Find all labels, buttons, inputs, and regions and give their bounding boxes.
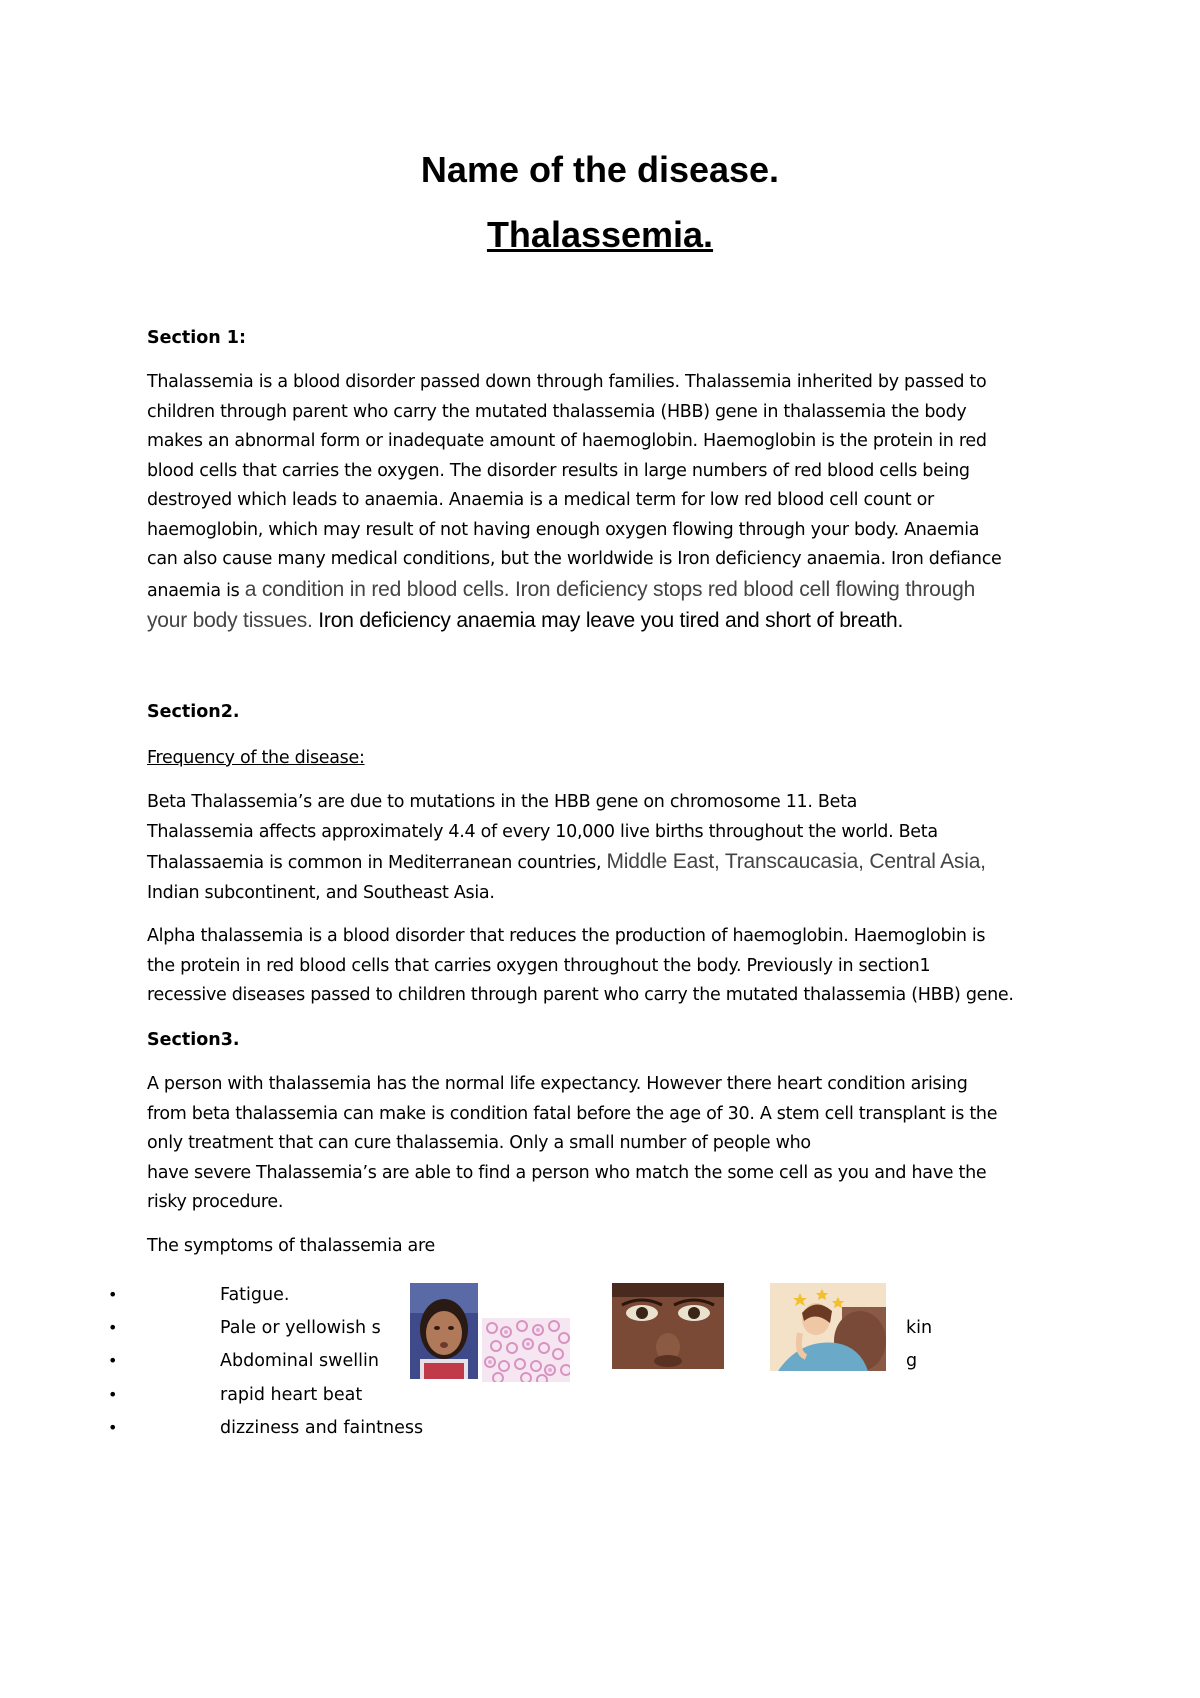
section2-line: Thalassemia affects approximately 4.4 of every 10,000 live births throughout the world. Beta [147, 821, 938, 842]
section1-line: can also cause many medical conditions, but the worldwide is Iron deficiency anaemia. Iron defiance [147, 549, 1002, 569]
blood-smear-photo [482, 1318, 570, 1382]
section2-line [147, 847, 1077, 879]
section1-line8-start: anaemia is [147, 580, 245, 601]
dizziness-illustration [770, 1283, 886, 1371]
section3-line: from beta thalassemia can make is condition fatal before the age of 30. A stem cell transplant is the [147, 1103, 998, 1124]
symptom-label: Pale or yellowish s [220, 1318, 381, 1338]
child-face-photo [410, 1283, 478, 1379]
section1-line [147, 575, 1077, 607]
section1-line: Thalassemia is a blood disorder passed down through families. Thalassemia inherited by passed to [147, 372, 987, 392]
disease-name: Thalassemia. [486, 214, 714, 255]
section2-paragraph2 [147, 922, 1077, 1011]
section2-line: recessive diseases passed to children through parent who carry the mutated thalassemia (HBB) gene. [147, 985, 1014, 1005]
pale-eyes-photo [612, 1283, 724, 1369]
section1-line: children through parent who carry the mutated thalassemia (HBB) gene in thalassemia the body [147, 401, 967, 422]
section2-line3-end: Middle East, Transcaucasia, Central Asia, [606, 850, 986, 873]
symptom-label: Abdominal swellin [220, 1351, 379, 1371]
section2-paragraph1 [147, 788, 1077, 908]
section3-heading: Section3. [147, 1030, 240, 1050]
section1-heading: Section 1: [147, 328, 246, 348]
section3-line: A person with thalassemia has the normal life expectancy. However there heart condition arising [147, 1074, 968, 1094]
symptom-label: rapid heart beat [220, 1385, 363, 1405]
section2-line3-start: Thalassaemia is common in Mediterranean countries, [147, 853, 607, 873]
symptom-label-tail: g [906, 1351, 918, 1371]
symptoms-intro: The symptoms of thalassemia are [147, 1236, 435, 1256]
section3-line: have severe Thalassemia’s are able to find a person who match the some cell as you and have the [147, 1162, 987, 1183]
section3-line: only treatment that can cure thalassemia. Only a small number of people who [147, 1133, 811, 1153]
section2-line: Indian subcontinent, and Southeast Asia. [147, 882, 495, 903]
section1-line: destroyed which leads to anaemia. Anaemia is a medical term for low red blood cell count or [147, 490, 934, 510]
bullet-icon: • [108, 1318, 118, 1337]
bullet-icon: • [108, 1385, 118, 1404]
section2-line: Alpha thalassemia is a blood disorder that reduces the production of haemoglobin. Haemoglobin is [147, 926, 986, 946]
symptom-label: Fatigue. [220, 1285, 290, 1305]
symptom-label: dizziness and faintness [220, 1418, 424, 1438]
section2-line: Beta Thalassemia’s are due to mutations in the HBB gene on chromosome 11. Beta [147, 792, 858, 812]
section1-line: haemoglobin, which may result of not having enough oxygen flowing through your body. Anaemia [147, 519, 980, 540]
section1-paragraph [147, 368, 1077, 638]
section1-line [147, 606, 1077, 638]
section3-paragraph [147, 1070, 1077, 1218]
section1-line9-start: your body tissues. [147, 609, 319, 632]
section2-heading: Section2. [147, 702, 240, 722]
bullet-icon: • [108, 1418, 118, 1437]
bullet-icon: • [108, 1351, 118, 1370]
section2-line: the protein in red blood cells that carries oxygen throughout the body. Previously in section1 [147, 955, 931, 976]
symptom-label-tail: kin [906, 1318, 933, 1338]
section1-line: blood cells that carries the oxygen. The disorder results in large numbers of red blood cells being [147, 460, 970, 481]
section3-line: risky procedure. [147, 1192, 284, 1212]
section1-line8-end: a condition in red blood cells. Iron deficiency stops red blood cell flowing through [244, 577, 976, 601]
section1-line9-end: Iron deficiency anaemia may leave you tired and short of breath. [318, 609, 904, 632]
section1-line: makes an abnormal form or inadequate amount of haemoglobin. Haemoglobin is the protein in red [147, 431, 987, 451]
document-title: Name of the disease. [420, 149, 780, 190]
bullet-icon: • [108, 1285, 118, 1304]
section2-subheading: Frequency of the disease: [147, 748, 365, 768]
